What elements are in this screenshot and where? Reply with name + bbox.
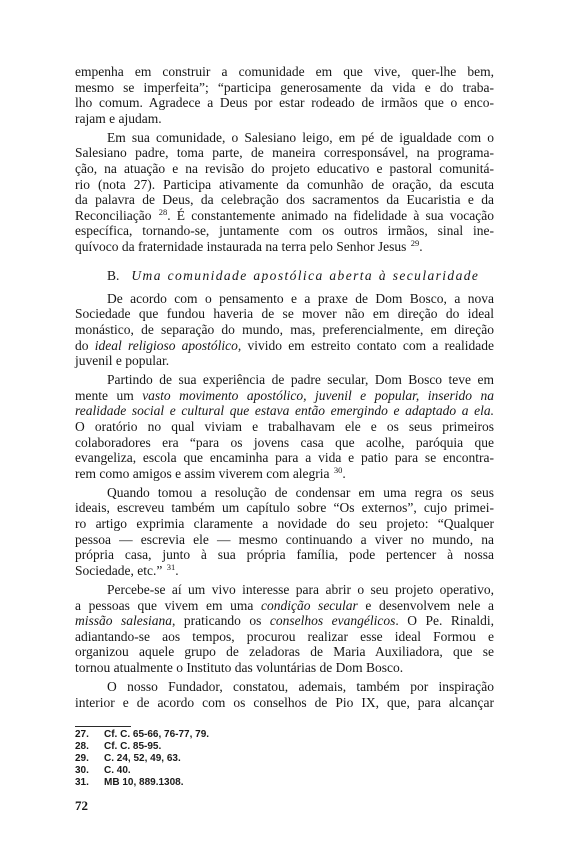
text-line: [75, 563, 494, 579]
paragraph: [75, 372, 494, 481]
footnote-text: C. 24, 52, 49, 63.: [104, 753, 181, 764]
text-line: [75, 306, 494, 322]
text-line: [75, 372, 494, 388]
paragraph: [75, 291, 494, 369]
text-line: [75, 500, 494, 516]
text-line: [75, 192, 494, 208]
text-line: [75, 403, 494, 419]
footnote-number: 29.: [75, 753, 89, 764]
text-segment: Sociedade que fundou haveria de se mover não em direção do ideal: [75, 306, 494, 322]
text-line: [75, 177, 494, 193]
text-line: [75, 353, 494, 369]
text-segment: rio (nota 27). Participa ativamente da comunhão de oração, da escuta: [75, 176, 494, 192]
text-line: [75, 291, 494, 307]
italic-text: vasto movimento apostólico, juvenil e popular, inserido na: [142, 387, 494, 403]
footnote-marker: 30: [333, 464, 343, 475]
footnote: [75, 753, 209, 765]
paragraph: [75, 130, 494, 255]
text-line: [75, 547, 494, 563]
text-segment: Sociedade, etc.”: [75, 562, 166, 578]
section-title: Uma comunidade apostólica aberta à secularidade: [131, 268, 480, 284]
page-number: 72: [75, 798, 88, 813]
footnote-number: 31.: [75, 777, 89, 788]
text-line: [75, 64, 494, 80]
text-segment: De acordo com o pensamento e a praxe de Dom Bosco, a nova: [107, 290, 494, 306]
text-segment: da palavra de Deus, da celebração dos sacramentos da Eucaristia e da: [75, 192, 494, 208]
italic-text: conselhos evangélicos: [269, 613, 396, 629]
text-line: [75, 111, 494, 127]
footnote-text: MB 10, 889.1308.: [104, 777, 184, 788]
italic-text: ideal religioso apostólico: [94, 337, 238, 353]
text-line: [75, 130, 494, 146]
text-segment: própria casa, junto à sua própria família, pode pertencer à nossa: [75, 547, 494, 563]
text-segment: e desenvolvem nele a: [357, 597, 495, 613]
italic-text: condição secular: [260, 597, 358, 613]
section-heading: [75, 268, 494, 284]
text-segment: Quando tomou a resolução de condensar em uma regra os seus: [107, 484, 494, 500]
text-line: [75, 388, 494, 404]
text-segment: específica, tornando-se, juntamente com os outros irmãos, sinal ine-: [75, 223, 494, 239]
text-segment: Salesiano padre, toma parte, de maneira corresponsável, na programa-: [75, 145, 494, 161]
text-line: [75, 466, 494, 482]
paragraph: [75, 679, 494, 710]
text-segment: organizou aquele grupo de zeladoras de Maria Auxiliadora, que se: [75, 644, 494, 660]
text-line: [75, 338, 494, 354]
text-line: [75, 450, 494, 466]
text-segment: Partindo de sua experiência de padre secular, Dom Bosco teve em: [107, 372, 494, 388]
text-segment: quívoco da fraternidade instaurada na terra pelo Senhor Jesus: [75, 239, 410, 255]
text-segment: . É constantemente animado na fidelidade à sua vocação: [167, 207, 494, 223]
text-segment: monástico, de separação do mundo, mas, preferencialmente, em direção: [75, 321, 494, 337]
text-segment: adiantando-se aos tempos, procurou realizar esse ideal Formou e: [75, 628, 494, 644]
text-segment: pessoa — escrevia ele — mesmo continuando a viver no mundo, na: [75, 531, 494, 547]
footnote-marker: 29: [410, 238, 420, 249]
text-line: [75, 419, 494, 435]
text-segment: .: [419, 239, 423, 255]
text-line: [75, 95, 494, 111]
footnote-rule: [75, 726, 131, 727]
text-after-heading: [75, 291, 494, 710]
text-segment: ideais, escreveu também um capítulo sobre “Os externos”, cujo primei-: [75, 500, 494, 516]
paragraph: [75, 582, 494, 676]
footnote-text: Cf. C. 65-66, 76-77, 79.: [104, 729, 210, 740]
text-segment: do: [75, 337, 95, 353]
text-line: [75, 223, 494, 239]
text-segment: .: [342, 465, 346, 481]
text-segment: Percebe-se aí um vivo interesse para abrir o seu projeto operativo,: [107, 581, 494, 597]
text-segment: rem como amigos e assim viverem com alegria: [75, 465, 333, 481]
text-segment: empenha em construir a comunidade em que vive, quer-lhe bem,: [75, 64, 494, 79]
text-segment: , vivido em estreito contato com a realidade: [237, 337, 495, 353]
footnote: [75, 729, 209, 741]
paragraph: [75, 64, 494, 126]
text-segment: a pessoas que vivem em uma: [75, 597, 261, 613]
text-segment: tornou atualmente o Instituto das voluntárias de Dom Bosco.: [75, 659, 404, 675]
text-line: [75, 598, 494, 614]
text-line: [75, 695, 494, 711]
paragraph: [75, 485, 494, 579]
text-line: [75, 660, 494, 676]
footnote-text: Cf. C. 85-95.: [104, 741, 162, 752]
italic-text: realidade social e cultural que estava então emergindo e adaptado a ela.: [75, 403, 494, 419]
text-segment: . O Pe. Rinaldi,: [395, 613, 494, 629]
footnotes: [75, 729, 209, 789]
footnote-marker: 31: [166, 561, 176, 572]
text-line: [75, 161, 494, 177]
text-line: [75, 516, 494, 532]
footnote: [75, 765, 209, 777]
text-segment: rajam e ajudam.: [75, 110, 162, 126]
italic-text: missão salesiana: [75, 613, 173, 629]
text-segment: mente um: [75, 387, 143, 403]
text-segment: ção, na atuação e na revisão do projeto educativo e pastoral comunitá-: [75, 161, 494, 177]
footnote: [75, 741, 209, 753]
text-segment: interior e de acordo com os conselhos de Pio IX, que, para alcançar: [75, 694, 494, 710]
text-line: [75, 629, 494, 645]
footnote-number: 30.: [75, 765, 89, 776]
text-segment: Reconciliação: [75, 207, 158, 223]
footnote-text: C. 40.: [104, 765, 131, 776]
text-line: [75, 532, 494, 548]
text-line: [75, 613, 494, 629]
footnote: [75, 777, 209, 789]
text-segment: , praticando os: [172, 613, 270, 629]
text-segment: ro artigo exprimia claramente a novidade do seu projeto: “Qualquer: [75, 516, 494, 532]
text-line: [75, 679, 494, 695]
text-line: [75, 582, 494, 598]
text-segment: colaboradores era “para os jovens casa que acolhe, paróquia que: [75, 434, 494, 450]
footnote-number: 27.: [75, 729, 89, 740]
text-segment: .: [175, 562, 179, 578]
text-line: [75, 80, 494, 96]
text-segment: mesmo se imperfeita”; “participa generosamente da vida e do traba-: [75, 79, 494, 95]
text-line: [75, 239, 494, 255]
text-segment: lho comum. Agradece a Deus por estar rodeado de irmãos que o enco-: [75, 95, 494, 111]
text-line: [75, 145, 494, 161]
text-segment: juvenil e popular.: [75, 353, 170, 369]
body-text: [75, 64, 494, 710]
footnote-marker: 28: [158, 206, 168, 217]
text-line: [75, 208, 494, 224]
text-segment: evangeliza, escola que encaminha para a vida e patio para se encontra-: [75, 450, 494, 466]
text-line: [75, 485, 494, 501]
text-segment: Em sua comunidade, o Salesiano leigo, em pé de igualdade com o: [107, 129, 494, 145]
section-letter: B.: [107, 268, 120, 284]
text-segment: O nosso Fundador, constatou, ademais, também por inspiração: [107, 678, 494, 694]
text-line: [75, 435, 494, 451]
text-segment: O oratório no qual viviam e trabalhavam ele e os seus primeiros: [75, 418, 494, 434]
footnote-number: 28.: [75, 741, 89, 752]
text-before-heading: [75, 64, 494, 255]
text-line: [75, 322, 494, 338]
text-line: [75, 644, 494, 660]
